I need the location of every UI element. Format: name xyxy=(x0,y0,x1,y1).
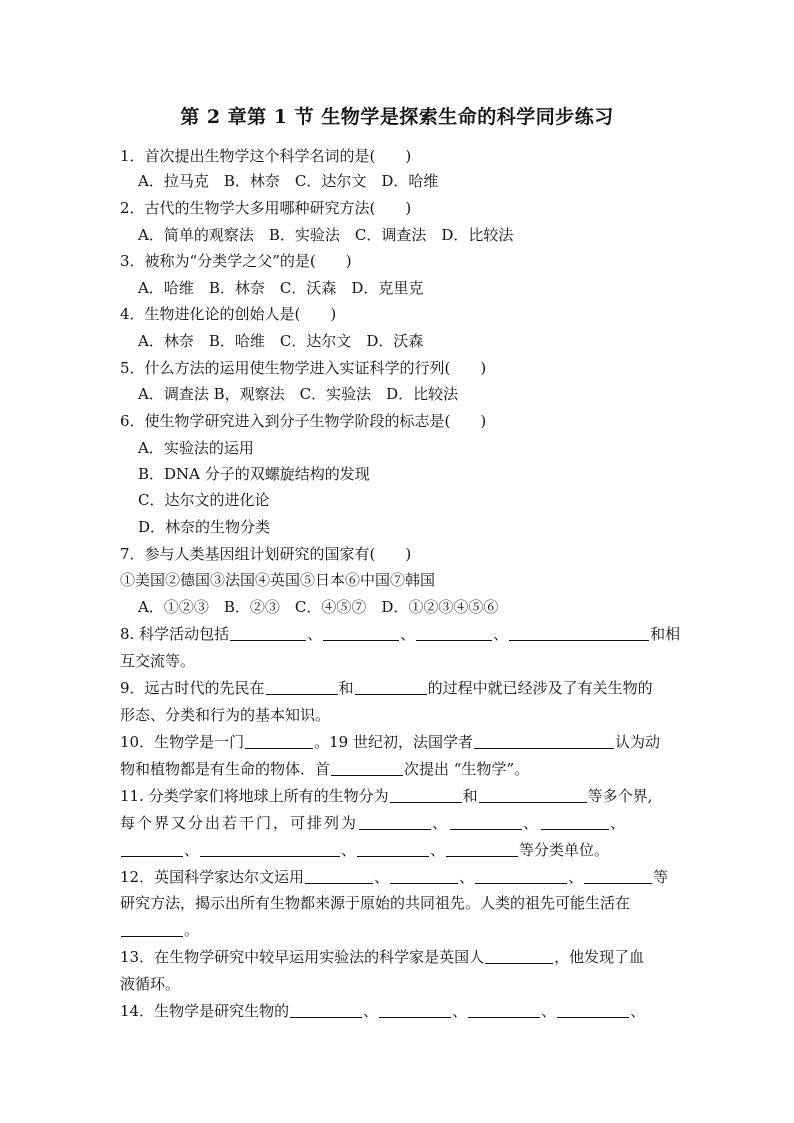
question-8-line-2: 互交流等。 xyxy=(120,652,196,670)
question-5-stem: 5．什么方法的运用使生物学进入实证科学的行列( ) xyxy=(120,359,487,377)
question-11-line-1: 11. 分类学家们将地球上所有的生物分为 和 等多个界, xyxy=(120,787,653,805)
answer-blank[interactable] xyxy=(357,841,429,857)
answer-blank[interactable] xyxy=(359,814,431,830)
question-9-line-2: 形态、分类和行为的基本知识。 xyxy=(120,706,331,724)
question-4-options: A．林奈 B．哈维 C．达尔文 D．沃森 xyxy=(138,332,424,350)
answer-blank[interactable] xyxy=(230,625,306,641)
answer-blank[interactable] xyxy=(245,733,313,749)
question-10-line-1: 10．生物学是一门 。19 世纪初，法国学者 认为动 xyxy=(120,733,660,751)
question-11-line-3: 、 、 、 等分类单位。 xyxy=(120,840,609,860)
question-7-country-list: ①美国②德国③法国④英国⑤日本⑥中国⑦韩国 xyxy=(120,571,436,589)
question-10-line-2: 物和植物都是有生命的物体．首 次提出 “生物学”。 xyxy=(120,760,530,778)
question-13-line-2: 液循环。 xyxy=(120,975,181,993)
answer-blank[interactable] xyxy=(379,1002,451,1018)
question-13-line-1: 13．在生物学研究中较早运用实验法的科学家是英国人 ，他发现了血 xyxy=(120,948,645,966)
question-5-options: A．调查法 B，观察法 C．实验法 D．比较法 xyxy=(138,385,459,403)
answer-blank[interactable] xyxy=(557,1002,629,1018)
question-7-stem: 7．参与人类基因组计划研究的国家有( ) xyxy=(120,545,412,563)
question-14-line-1: 14．生物学是研究生物的 、 、 、 、 xyxy=(120,1002,646,1020)
question-6-stem: 6．使生物学研究进入到分子生物学阶段的标志是( ) xyxy=(120,412,487,430)
question-3-stem: 3．被称为“分类学之父”的是( ) xyxy=(120,252,352,270)
question-1-stem: 1．首次提出生物学这个科学名词的是( ) xyxy=(120,147,412,165)
question-4-stem: 4．生物进化论的创始人是( ) xyxy=(120,305,337,323)
answer-blank[interactable] xyxy=(416,625,492,641)
question-6-option-a: A．实验法的运用 xyxy=(138,439,254,457)
answer-blank[interactable] xyxy=(468,1002,540,1018)
question-1-options: A．拉马克 B．林奈 C．达尔文 D．哈维 xyxy=(138,172,439,190)
answer-blank[interactable] xyxy=(446,841,518,857)
question-12-line-3: 。 xyxy=(120,920,199,940)
answer-blank[interactable] xyxy=(390,787,462,803)
question-7-options: A．①②③ B．②③ C．④⑤⑦ D．①②③④⑤⑥ xyxy=(138,598,499,616)
answer-blank[interactable] xyxy=(450,814,522,830)
answer-blank[interactable] xyxy=(541,814,609,830)
question-6-option-b: B．DNA 分子的双螺旋结构的发现 xyxy=(138,465,370,483)
answer-blank[interactable] xyxy=(584,868,652,884)
answer-blank[interactable] xyxy=(355,679,427,695)
answer-blank[interactable] xyxy=(479,787,587,803)
answer-blank[interactable] xyxy=(305,868,373,884)
answer-blank[interactable] xyxy=(266,679,338,695)
question-6-option-d: D．林奈的生物分类 xyxy=(138,518,271,536)
question-3-options: A．哈维 B．林奈 C．沃森 D．克里克 xyxy=(138,279,424,297)
answer-blank[interactable] xyxy=(485,948,553,964)
question-9-line-1: 9．远古时代的先民在 和 的过程中就已经涉及了有关生物的 xyxy=(120,679,653,697)
answer-blank[interactable] xyxy=(121,921,183,937)
question-6-option-c: C．达尔文的进化论 xyxy=(138,491,270,509)
question-12-line-1: 12．英国科学家达尔文运用 、 、 、 等 xyxy=(120,868,669,886)
question-2-stem: 2．古代的生物学大多用哪种研究方法( ) xyxy=(120,199,412,217)
answer-blank[interactable] xyxy=(390,868,458,884)
answer-blank[interactable] xyxy=(475,868,567,884)
question-8-line-1: 8. 科学活动包括 、 、 、 和相 xyxy=(120,625,681,643)
page-title: 第 2 章第 1 节 生物学是探索生命的科学同步练习 xyxy=(180,106,614,128)
answer-blank[interactable] xyxy=(509,625,649,641)
answer-blank[interactable] xyxy=(121,841,183,857)
answer-blank[interactable] xyxy=(290,1002,362,1018)
answer-blank[interactable] xyxy=(323,625,399,641)
question-2-options: A．简单的观察法 B．实验法 C．调查法 D．比较法 xyxy=(138,226,514,244)
answer-blank[interactable] xyxy=(474,733,614,749)
answer-blank[interactable] xyxy=(200,841,340,857)
answer-blank[interactable] xyxy=(331,760,403,776)
question-11-line-2: 每个界又分出若干门，可排列为 、 、 、 xyxy=(120,814,628,832)
question-12-line-2: 研究方法，揭示出所有生物都来源于原始的共同祖先。人类的祖先可能生活在 xyxy=(120,894,631,912)
